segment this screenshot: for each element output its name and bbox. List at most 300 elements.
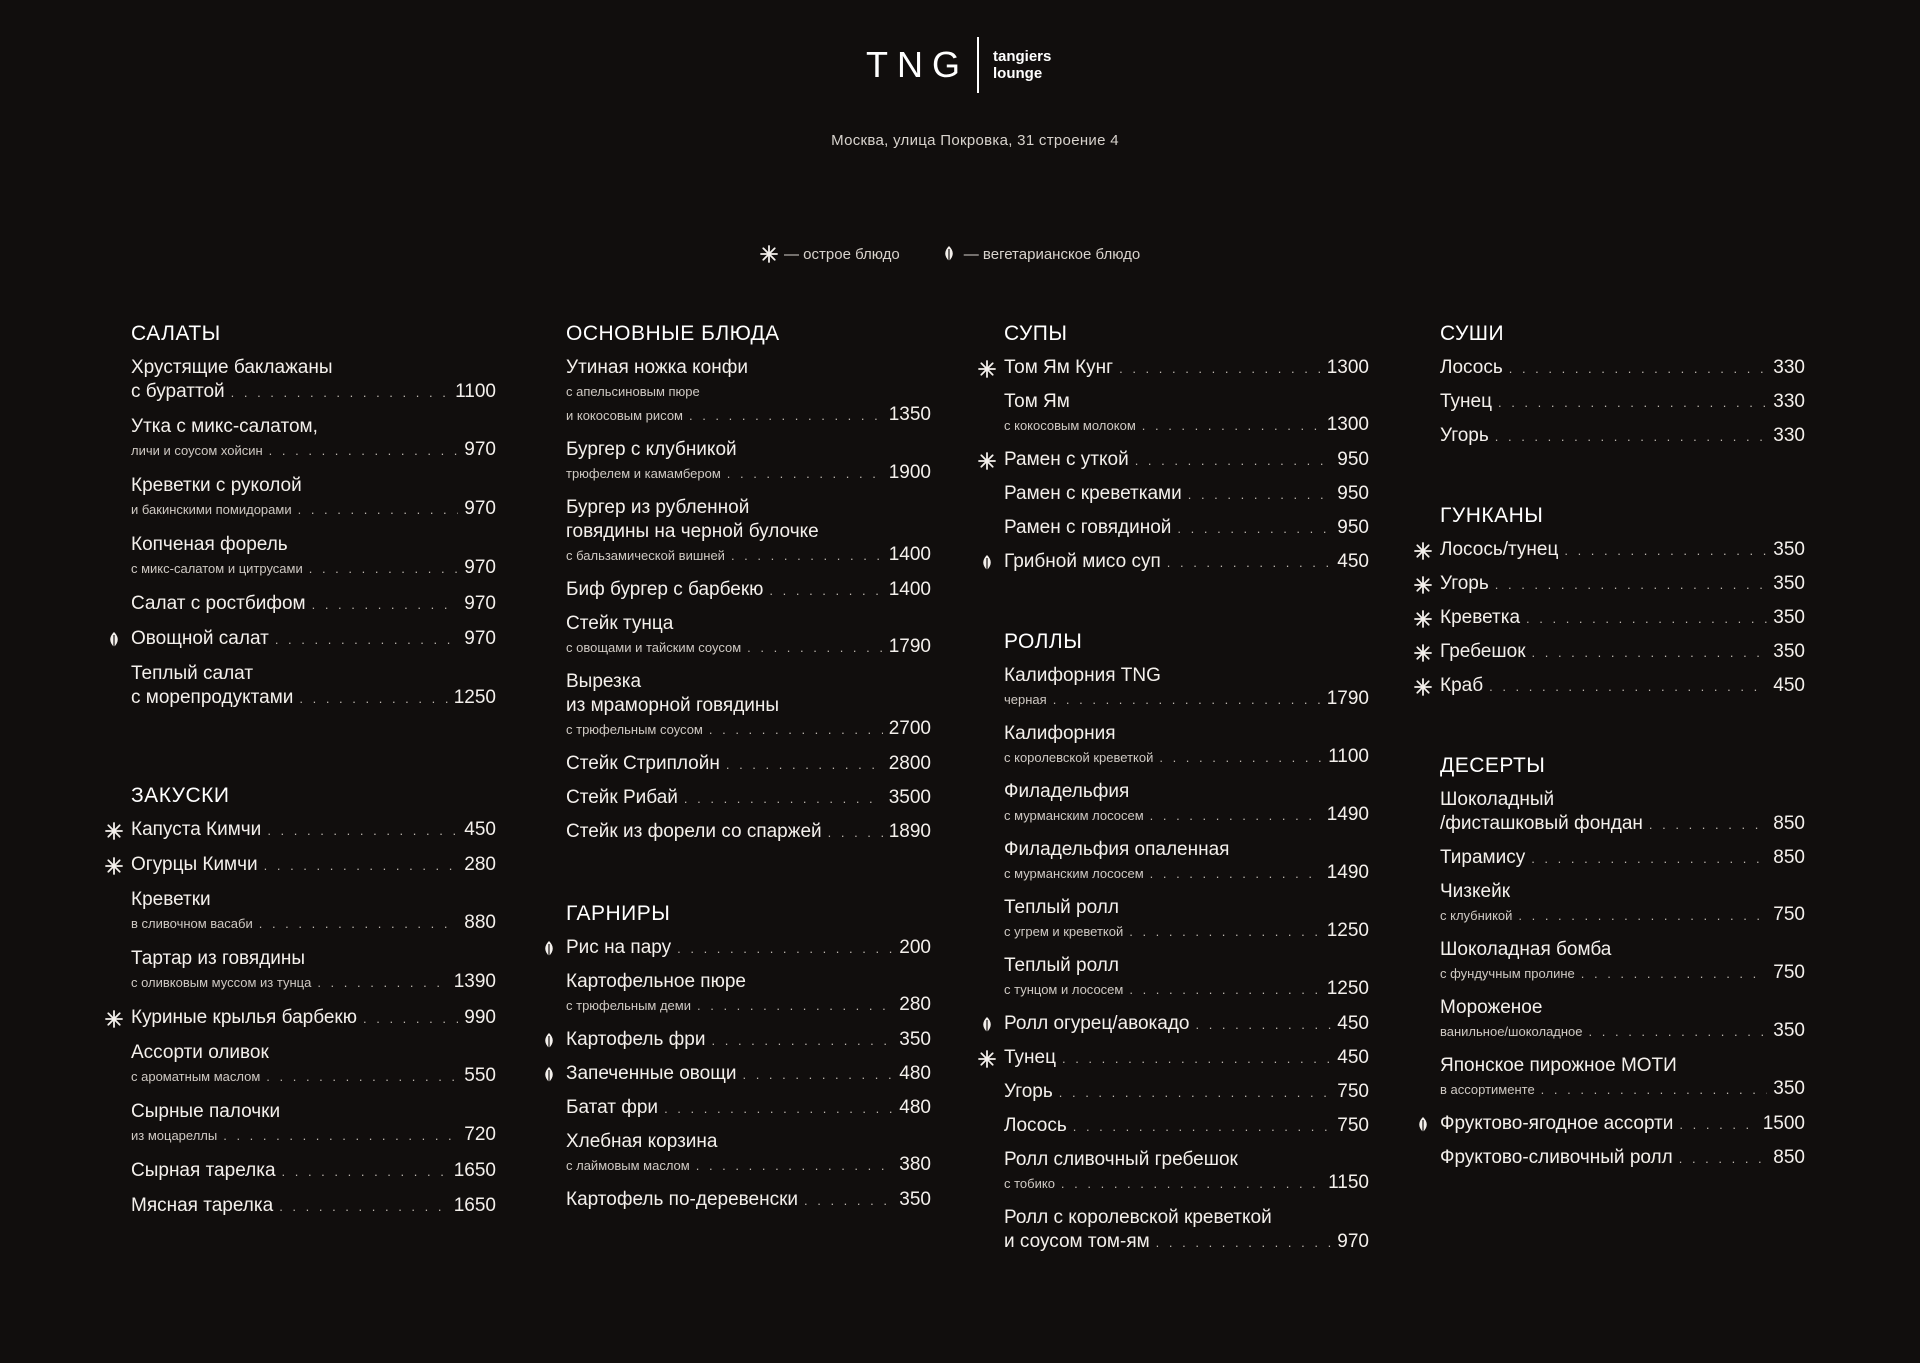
item-name: Картофельное пюре xyxy=(566,971,746,992)
item-name: Копченая форель xyxy=(131,534,288,555)
leader-dots xyxy=(266,1069,458,1084)
item-name: Бургер из рубленной xyxy=(566,497,750,518)
item-name: говядины на черной булочке xyxy=(566,521,819,542)
item-price-row xyxy=(131,912,496,936)
item-name: Угорь xyxy=(1440,573,1489,594)
item-price: 1250 xyxy=(453,687,496,708)
leaf-icon xyxy=(540,1032,558,1050)
leader-dots xyxy=(1059,1085,1332,1100)
item-name: Грибной мисо суп xyxy=(1004,551,1161,572)
menu-item xyxy=(1440,846,1805,870)
menu-item xyxy=(566,786,931,810)
menu-item xyxy=(566,1130,931,1178)
item-price-row xyxy=(566,1154,931,1178)
item-price-row xyxy=(131,818,496,842)
leader-dots xyxy=(677,941,893,956)
item-price-row xyxy=(566,994,931,1018)
menu-item xyxy=(131,356,496,404)
brand-name xyxy=(993,48,1051,82)
item-price: 970 xyxy=(464,628,496,649)
item-price-row xyxy=(566,820,931,844)
item-price: 1100 xyxy=(455,381,496,402)
brand-mark: TNG xyxy=(866,44,969,85)
item-name: Фруктово-ягодное ассорти xyxy=(1440,1113,1674,1134)
item-price: 480 xyxy=(899,1097,931,1118)
item-name: Картофель фри xyxy=(566,1029,706,1050)
item-description: с кокосовым молоком xyxy=(1004,418,1136,433)
leader-dots xyxy=(363,1011,458,1026)
leader-dots xyxy=(1073,1119,1332,1134)
leaf-icon xyxy=(978,554,996,572)
header xyxy=(0,34,1920,104)
leader-dots xyxy=(1129,982,1320,997)
item-name: Филадельфия xyxy=(1004,781,1130,802)
menu-item xyxy=(1004,954,1369,1002)
leader-dots xyxy=(259,916,459,931)
leader-dots xyxy=(1564,543,1767,558)
leader-dots xyxy=(1526,611,1767,626)
item-price-row xyxy=(1004,550,1369,574)
item-price-row xyxy=(566,1028,931,1052)
leader-dots xyxy=(1679,1151,1768,1166)
item-price: 450 xyxy=(1773,675,1805,696)
section-title: СУШИ xyxy=(1440,322,1505,345)
leader-dots xyxy=(1053,692,1321,707)
item-price-row xyxy=(566,752,931,776)
leader-dots xyxy=(264,858,459,873)
leader-dots xyxy=(1129,924,1320,939)
item-price-row xyxy=(1440,846,1805,870)
item-price-row xyxy=(1440,904,1805,928)
item-name: Краб xyxy=(1440,675,1484,696)
menu-item xyxy=(1440,880,1805,928)
item-price: 480 xyxy=(899,1063,931,1084)
menu-item xyxy=(1004,356,1369,380)
menu-item xyxy=(1440,788,1805,836)
item-name: Теплый ролл xyxy=(1004,897,1119,918)
menu-item xyxy=(1004,1148,1369,1196)
item-price: 970 xyxy=(1337,1231,1369,1252)
item-name: Калифорния xyxy=(1004,723,1116,744)
menu-item xyxy=(566,1062,931,1086)
item-price-row xyxy=(1004,356,1369,380)
menu-item xyxy=(1440,938,1805,986)
spicy-icon xyxy=(978,360,996,378)
menu-item xyxy=(566,820,931,844)
menu-item xyxy=(1440,424,1805,448)
item-price-row xyxy=(131,1194,496,1218)
section-title: ГАРНИРЫ xyxy=(566,902,671,925)
item-name: Том Ям xyxy=(1004,391,1070,412)
item-price-row xyxy=(1440,424,1805,448)
leader-dots xyxy=(282,1164,448,1179)
item-price: 350 xyxy=(1773,573,1805,594)
item-price-row xyxy=(1440,390,1805,414)
menu-item xyxy=(1440,1054,1805,1102)
item-price-row xyxy=(131,627,496,651)
item-price: 330 xyxy=(1773,391,1805,412)
spicy-icon xyxy=(1414,576,1432,594)
item-description: из моцареллы xyxy=(131,1128,218,1143)
item-name: Сырные палочки xyxy=(131,1101,281,1122)
spicy-icon xyxy=(760,245,778,263)
spicy-icon xyxy=(978,1050,996,1068)
menu-item xyxy=(566,612,931,660)
legend-spicy xyxy=(760,245,900,263)
item-name: Ролл с королевской креветкой xyxy=(1004,1207,1272,1228)
item-price-row xyxy=(566,544,931,568)
item-description: с бальзамической вишней xyxy=(566,548,725,563)
item-name: Вырезка xyxy=(566,671,642,692)
item-price-row xyxy=(1004,1230,1369,1254)
brand-logo xyxy=(866,34,1066,96)
legend xyxy=(760,245,1180,263)
item-price-row xyxy=(1004,1080,1369,1104)
leader-dots xyxy=(804,1193,893,1208)
leader-dots xyxy=(1532,645,1768,660)
item-price-row xyxy=(1440,1078,1805,1102)
item-price-row xyxy=(1440,1146,1805,1170)
item-price: 1390 xyxy=(453,971,496,992)
item-price: 850 xyxy=(1773,1147,1805,1168)
item-name: Хрустящие баклажаны xyxy=(131,357,333,378)
leader-dots xyxy=(299,691,447,706)
item-price-row xyxy=(131,1006,496,1030)
item-name: Фруктово-сливочный ролл xyxy=(1440,1147,1673,1168)
item-price-row xyxy=(1440,538,1805,562)
menu-item xyxy=(131,627,496,651)
leader-dots xyxy=(223,1128,458,1143)
menu-item xyxy=(1004,1012,1369,1036)
item-price-row xyxy=(1440,812,1805,836)
menu-item xyxy=(566,752,931,776)
item-name: Стейк Стриплойн xyxy=(566,753,720,774)
item-name: Тартар из говядины xyxy=(131,948,306,969)
item-price-row xyxy=(1004,746,1369,770)
leader-dots xyxy=(828,825,883,840)
leader-dots xyxy=(312,597,459,612)
item-description: в сливочном васаби xyxy=(131,916,253,931)
menu-item xyxy=(131,888,496,936)
leader-dots xyxy=(1135,453,1332,468)
item-price-row xyxy=(566,1188,931,1212)
item-name: Бургер с клубникой xyxy=(566,439,737,460)
item-price-row xyxy=(566,636,931,660)
leader-dots xyxy=(1159,750,1322,765)
menu-item xyxy=(566,1188,931,1212)
menu-item xyxy=(1440,356,1805,380)
item-name: Утиная ножка конфи xyxy=(566,357,748,378)
item-price: 750 xyxy=(1773,962,1805,983)
item-name: Рамен с уткой xyxy=(1004,449,1129,470)
leader-dots xyxy=(742,1067,893,1082)
item-description: с овощами и тайским соусом xyxy=(566,640,742,655)
item-name: Ролл огурец/авокадо xyxy=(1004,1013,1190,1034)
item-price: 1490 xyxy=(1326,804,1369,825)
menu-item xyxy=(566,1028,931,1052)
menu-item xyxy=(1004,390,1369,438)
menu-item xyxy=(566,438,931,486)
menu-item xyxy=(566,356,931,428)
menu-item xyxy=(131,662,496,710)
menu-item xyxy=(131,1194,496,1218)
leader-dots xyxy=(697,998,893,1013)
item-price: 1400 xyxy=(888,579,931,600)
menu-item xyxy=(131,592,496,616)
section-title: ОСНОВНЫЕ БЛЮДА xyxy=(566,322,780,345)
item-price-row xyxy=(1440,962,1805,986)
item-price: 850 xyxy=(1773,813,1805,834)
item-price-row xyxy=(131,1065,496,1089)
item-price: 450 xyxy=(1337,1047,1369,1068)
item-price: 380 xyxy=(899,1154,931,1175)
item-name: Стейк из форели со спаржей xyxy=(566,821,822,842)
leader-dots xyxy=(1518,908,1767,923)
item-price: 1350 xyxy=(888,404,931,425)
item-price: 1500 xyxy=(1762,1113,1805,1134)
item-price: 950 xyxy=(1337,483,1369,504)
leader-dots xyxy=(747,640,883,655)
item-description: трюфелем и камамбером xyxy=(566,466,721,481)
menu-item xyxy=(1440,996,1805,1044)
item-price: 750 xyxy=(1337,1115,1369,1136)
item-name: Лосось xyxy=(1004,1115,1067,1136)
item-price-row xyxy=(1004,804,1369,828)
item-price: 1900 xyxy=(888,462,931,483)
leader-dots xyxy=(689,408,883,423)
item-price-row xyxy=(1440,356,1805,380)
menu-item xyxy=(1440,640,1805,664)
leader-dots xyxy=(1167,555,1332,570)
leader-dots xyxy=(1489,679,1767,694)
item-price: 350 xyxy=(899,1189,931,1210)
item-price-row xyxy=(1440,1020,1805,1044)
item-price: 330 xyxy=(1773,357,1805,378)
leader-dots xyxy=(317,975,447,990)
item-description: с микс-салатом и цитрусами xyxy=(131,561,303,576)
leader-dots xyxy=(1498,395,1767,410)
item-price: 350 xyxy=(1773,1078,1805,1099)
item-price: 970 xyxy=(464,593,496,614)
item-description: с апельсиновым пюре xyxy=(566,384,700,399)
menu-section xyxy=(131,784,496,1218)
item-description: с тунцом и лососем xyxy=(1004,982,1124,997)
item-price: 1250 xyxy=(1326,978,1369,999)
item-price-row xyxy=(1004,414,1369,438)
menu-item xyxy=(1440,674,1805,698)
menu-item xyxy=(131,818,496,842)
item-price-row xyxy=(1004,1114,1369,1138)
leader-dots xyxy=(1589,1024,1768,1039)
leader-dots xyxy=(1188,487,1332,502)
item-price-row xyxy=(566,1062,931,1086)
menu-item xyxy=(1004,1206,1369,1254)
menu-item xyxy=(131,1041,496,1089)
item-description: с оливковым муссом из тунца xyxy=(131,975,312,990)
menu-item xyxy=(1440,390,1805,414)
item-name: Сырная тарелка xyxy=(131,1160,276,1181)
menu-item xyxy=(1004,516,1369,540)
item-name: Запеченные овощи xyxy=(566,1063,737,1084)
item-name: Креветки с руколой xyxy=(131,475,302,496)
menu-item xyxy=(131,474,496,522)
section-title: САЛАТЫ xyxy=(131,322,221,345)
leader-dots xyxy=(769,583,882,598)
menu-item xyxy=(566,1096,931,1120)
item-name: Салат с ростбифом xyxy=(131,593,306,614)
leaf-icon xyxy=(978,1016,996,1034)
section-title: ДЕСЕРТЫ xyxy=(1440,754,1546,777)
item-price: 330 xyxy=(1773,425,1805,446)
item-price: 970 xyxy=(464,557,496,578)
menu-item xyxy=(131,1100,496,1148)
spicy-icon xyxy=(105,857,123,875)
item-price: 1150 xyxy=(1328,1172,1369,1193)
item-name: Овощной салат xyxy=(131,628,269,649)
leader-dots xyxy=(1156,1235,1332,1250)
item-price: 1650 xyxy=(453,1160,496,1181)
item-name: Стейк Рибай xyxy=(566,787,678,808)
menu-item xyxy=(1440,1146,1805,1170)
leader-dots xyxy=(267,823,458,838)
item-name: Тунец xyxy=(1004,1047,1056,1068)
item-name: Биф бургер с барбекю xyxy=(566,579,764,600)
item-price: 280 xyxy=(899,994,931,1015)
item-price-row xyxy=(1440,1112,1805,1136)
item-name: и соусом том-ям xyxy=(1004,1231,1150,1252)
menu-item xyxy=(1004,1080,1369,1104)
item-name: Батат фри xyxy=(566,1097,659,1118)
item-price-row xyxy=(131,971,496,995)
item-description: с королевской креветкой xyxy=(1004,750,1154,765)
leader-dots xyxy=(726,757,883,772)
menu-item xyxy=(1440,1112,1805,1136)
leader-dots xyxy=(231,385,450,400)
section-title: РОЛЛЫ xyxy=(1004,630,1083,653)
item-name: Том Ям Кунг xyxy=(1004,357,1114,378)
item-name: Лосось xyxy=(1440,357,1503,378)
item-description: с трюфельным деми xyxy=(566,998,691,1013)
item-name: Куриные крылья барбекю xyxy=(131,1007,357,1028)
item-price: 880 xyxy=(464,912,496,933)
item-name: Мясная тарелка xyxy=(131,1195,274,1216)
leader-dots xyxy=(1177,521,1331,536)
leader-dots xyxy=(709,722,883,737)
item-description: с фундучным пролине xyxy=(1440,966,1575,981)
menu-item xyxy=(566,970,931,1018)
legend-veg-label: — вегетарианское блюдо xyxy=(963,245,1141,263)
item-description: с ароматным маслом xyxy=(131,1069,261,1084)
menu-item xyxy=(1004,838,1369,886)
item-price-row xyxy=(131,557,496,581)
item-price: 950 xyxy=(1337,449,1369,470)
item-description: ванильное/шоколадное xyxy=(1440,1024,1583,1039)
leader-dots xyxy=(1150,866,1321,881)
leader-dots xyxy=(1061,1176,1322,1191)
item-name: Мороженое xyxy=(1440,997,1543,1018)
item-description: с клубникой xyxy=(1440,908,1513,923)
item-price: 750 xyxy=(1773,904,1805,925)
menu-section xyxy=(1440,504,1805,698)
spicy-icon xyxy=(1414,610,1432,628)
menu-item xyxy=(131,1006,496,1030)
item-price-row xyxy=(1004,1046,1369,1070)
spicy-icon xyxy=(1414,678,1432,696)
spicy-icon xyxy=(105,822,123,840)
item-name: Хлебная корзина xyxy=(566,1131,718,1152)
item-price: 1300 xyxy=(1326,357,1369,378)
item-price: 750 xyxy=(1337,1081,1369,1102)
item-price-row xyxy=(1004,448,1369,472)
leader-dots xyxy=(1495,577,1768,592)
item-name: Лосось/тунец xyxy=(1440,539,1559,560)
item-price-row xyxy=(1004,516,1369,540)
menu-item xyxy=(1440,538,1805,562)
menu-column-3 xyxy=(1004,322,1369,1264)
item-price: 990 xyxy=(464,1007,496,1028)
item-name: Стейк тунца xyxy=(566,613,674,634)
item-name: Капуста Кимчи xyxy=(131,819,262,840)
brand-divider xyxy=(977,37,979,93)
item-price-row xyxy=(1004,978,1369,1002)
menu-section xyxy=(1004,322,1369,574)
item-price: 350 xyxy=(1773,1020,1805,1041)
item-price: 1790 xyxy=(888,636,931,657)
item-price: 1400 xyxy=(888,544,931,565)
item-name: Креветки xyxy=(131,889,211,910)
menu-item xyxy=(1004,448,1369,472)
item-price-row xyxy=(131,686,496,710)
item-name: Теплый салат xyxy=(131,663,254,684)
item-name: Калифорния TNG xyxy=(1004,665,1161,686)
item-name: Утка с микс-салатом, xyxy=(131,416,318,437)
menu-item xyxy=(131,947,496,995)
leaf-icon xyxy=(540,1066,558,1084)
item-price-row xyxy=(131,439,496,463)
item-name: Угорь xyxy=(1440,425,1489,446)
leader-dots xyxy=(1509,361,1768,376)
leader-dots xyxy=(727,466,883,481)
leader-dots xyxy=(1150,808,1321,823)
section-title: ЗАКУСКИ xyxy=(131,784,230,807)
item-price-row xyxy=(1004,1012,1369,1036)
item-price: 450 xyxy=(1337,1013,1369,1034)
leader-dots xyxy=(279,1199,448,1214)
item-price: 550 xyxy=(464,1065,496,1086)
leader-dots xyxy=(731,548,883,563)
legend-veg xyxy=(940,245,1140,263)
brand-line-1: tangiers xyxy=(993,48,1052,65)
item-price: 3500 xyxy=(888,787,931,808)
item-price: 1100 xyxy=(1328,746,1369,767)
section-title: СУПЫ xyxy=(1004,322,1068,345)
leader-dots xyxy=(269,443,459,458)
item-price-row xyxy=(566,578,931,602)
item-price: 2800 xyxy=(888,753,931,774)
item-name: из мраморной говядины xyxy=(566,695,780,716)
item-price: 200 xyxy=(899,937,931,958)
spicy-icon xyxy=(105,1010,123,1028)
item-name: Теплый ролл xyxy=(1004,955,1119,976)
item-price: 970 xyxy=(464,498,496,519)
spicy-icon xyxy=(1414,542,1432,560)
item-price: 850 xyxy=(1773,847,1805,868)
menu-item xyxy=(131,533,496,581)
menu-item xyxy=(131,853,496,877)
menu-item xyxy=(1004,780,1369,828)
item-price-row xyxy=(1004,482,1369,506)
item-price: 350 xyxy=(1773,607,1805,628)
